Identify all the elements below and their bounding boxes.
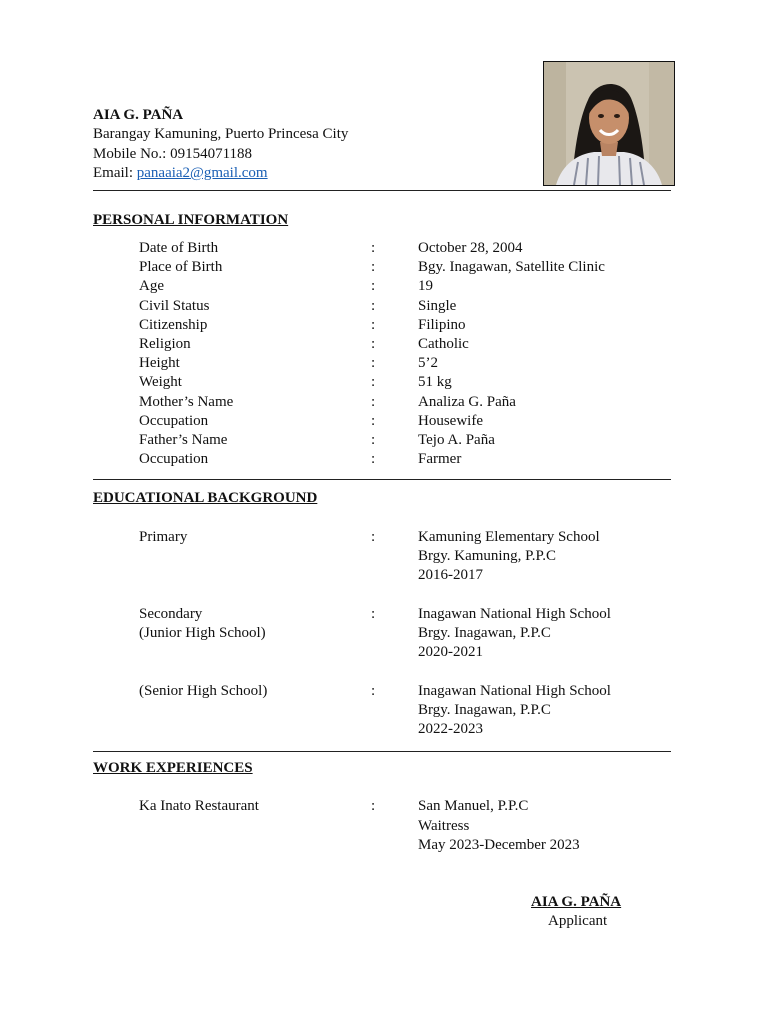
colon: : (371, 298, 376, 314)
colon: : (371, 529, 376, 545)
personal-row-value: Tejo A. Paña (418, 432, 495, 448)
education-heading: EDUCATIONAL BACKGROUND (93, 490, 318, 506)
colon: : (371, 432, 376, 448)
edu-secondary-years: 2020-2021 (418, 644, 483, 660)
edu-senior-label: (Senior High School) (139, 683, 268, 699)
colon: : (371, 413, 376, 429)
edu-secondary-label: Secondary (139, 606, 203, 622)
colon: : (371, 317, 376, 333)
mobile-number: 09154071188 (170, 146, 253, 162)
edu-senior-years: 2022-2023 (418, 721, 483, 737)
personal-row-value: 5’2 (418, 355, 438, 371)
personal-row-label: Height (139, 355, 180, 371)
colon: : (371, 374, 376, 390)
edu-primary-school: Kamuning Elementary School (418, 529, 600, 545)
work-employer: Ka Inato Restaurant (139, 798, 259, 814)
email-label: Email: (93, 165, 133, 181)
colon: : (371, 278, 376, 294)
colon: : (371, 336, 376, 352)
edu-primary-location: Brgy. Kamuning, P.P.C (418, 548, 556, 564)
personal-row-value: Analiza G. Paña (418, 394, 516, 410)
applicant-address: Barangay Kamuning, Puerto Princesa City (93, 126, 349, 142)
colon: : (371, 683, 376, 699)
personal-row-label: Place of Birth (139, 259, 223, 275)
applicant-email (93, 164, 268, 183)
work-period: May 2023-December 2023 (418, 837, 580, 853)
colon: : (371, 355, 376, 371)
personal-heading: PERSONAL INFORMATION (93, 212, 289, 228)
personal-row-label: Father’s Name (139, 432, 228, 448)
personal-row-label: Occupation (139, 413, 209, 429)
personal-row-label: Occupation (139, 451, 209, 467)
colon: : (371, 798, 376, 814)
personal-row-value: Housewife (418, 413, 483, 429)
applicant-name: AIA G. PAÑA (93, 107, 184, 123)
signature-title: Applicant (548, 913, 608, 929)
personal-row-value: 51 kg (418, 374, 452, 390)
personal-row-value: Filipino (418, 317, 466, 333)
education-divider (93, 751, 671, 752)
colon: : (371, 240, 376, 256)
personal-row-label: Date of Birth (139, 240, 219, 256)
personal-row-value: Bgy. Inagawan, Satellite Clinic (418, 259, 605, 275)
personal-row-value: Farmer (418, 451, 462, 467)
header-divider (93, 190, 671, 191)
colon: : (371, 259, 376, 275)
edu-primary-label: Primary (139, 529, 188, 545)
personal-row-label: Mother’s Name (139, 394, 234, 410)
signature-name: AIA G. PAÑA (531, 894, 622, 910)
mobile-label: Mobile No.: (93, 146, 167, 162)
edu-secondary-sublabel: (Junior High School) (139, 625, 266, 641)
email-link[interactable]: panaaia2@gmail.com (136, 165, 268, 181)
edu-senior-location: Brgy. Inagawan, P.P.C (418, 702, 551, 718)
colon: : (371, 451, 376, 467)
edu-secondary-location: Brgy. Inagawan, P.P.C (418, 625, 551, 641)
personal-divider (93, 479, 671, 480)
work-position: Waitress (418, 818, 470, 834)
edu-primary-years: 2016-2017 (418, 567, 483, 583)
personal-row-value: 19 (418, 278, 433, 294)
colon: : (371, 606, 376, 622)
work-heading: WORK EXPERIENCES (93, 760, 253, 776)
applicant-mobile (93, 145, 252, 164)
edu-secondary-school: Inagawan National High School (418, 606, 611, 622)
work-location: San Manuel, P.P.C (418, 798, 529, 814)
edu-senior-school: Inagawan National High School (418, 683, 611, 699)
applicant-photo (543, 61, 675, 186)
personal-row-label: Civil Status (139, 298, 210, 314)
personal-row-value: Single (418, 298, 457, 314)
personal-row-label: Weight (139, 374, 182, 390)
colon: : (371, 394, 376, 410)
personal-row-label: Citizenship (139, 317, 208, 333)
personal-row-label: Religion (139, 336, 191, 352)
portrait-icon (544, 62, 674, 185)
personal-row-value: October 28, 2004 (418, 240, 523, 256)
personal-row-label: Age (139, 278, 164, 294)
personal-row-value: Catholic (418, 336, 469, 352)
